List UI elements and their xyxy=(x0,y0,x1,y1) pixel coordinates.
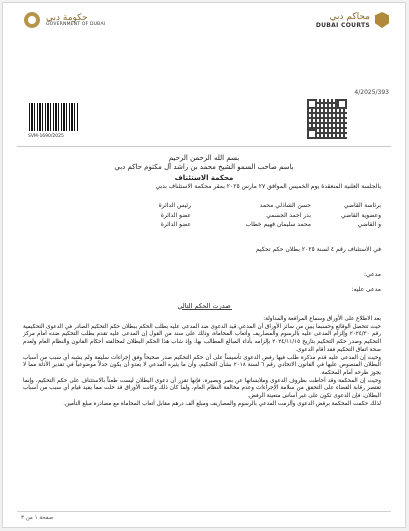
body-paragraph: وحيث إن المدعى عليه قدم مذكرة طلب فيها رفض الدعوى تأسيساً على أن حكم التحكيم صدر صحيحاً وفق إجراءات سليمة ولم يشبه أي سبب من أسباب البطلان المنصوص عليها في القانون الاتحادي رقم ٦ لسنة ٢٠١٨ بشأن التحكيم، وأن ما يثيره المدعي لا يعدو أن يكون جدلاً موضوعياً في تقدير الأدلة مما لا يجوز طرحه أمام المحكمة. xyxy=(23,354,381,377)
panel-row-president xyxy=(51,201,381,211)
dubai-courts-logo xyxy=(316,11,391,31)
body-paragraph: وحيث إن المحكمة وقد أحاطت بظروف الدعوى وملابساتها عن بصر وبصيرة، فإنها تقرر أن دعوى البطلان ليست طعناً بالاستئناف على حكم التحكيم، وإنما تقتصر رقابة القضاء على التحقق من سلامة الإجراءات وعدم مخالفة النظام العام، ولما كان ذلك وكانت الأوراق قد خلت مما يفيد قيام أي سبب من أسباب البطلان، فإن الدعوى تكون على غير أساس متعينة الرفض. xyxy=(23,377,381,400)
courts-logo-english: DUBAI COURTS xyxy=(315,21,370,29)
judgment-body xyxy=(23,316,381,409)
court-name: محكمة الاستئناف xyxy=(174,174,234,182)
reference-number: 4/2025/393 xyxy=(354,89,389,96)
document-page xyxy=(2,2,406,528)
panel-judge-name: محمد سليمان فهيم خطاب xyxy=(245,221,311,229)
panel-title: رئيس الدائرة xyxy=(158,202,191,210)
government-of-dubai-logo xyxy=(21,11,105,31)
judicial-panel xyxy=(51,201,381,230)
ruler-invocation: باسم صاحب السمو الشيخ محمد بن راشد آل مكتوم حاكم دبي xyxy=(114,163,294,171)
case-number: في الاستئناف رقم ٤ لسنة ٢٠٢٥ بطلان حكم تحكيم xyxy=(255,246,381,253)
qr-code-icon xyxy=(307,99,347,139)
panel-role: برئاسة القاضي xyxy=(343,202,381,210)
gov-logo-english: GOVERNMENT OF DUBAI xyxy=(46,22,106,28)
panel-judge-name: بدر احمد الجسمي xyxy=(266,211,311,219)
panel-title: عضو الدائرة xyxy=(160,211,191,219)
courts-emblem-icon xyxy=(373,11,391,31)
page-number: صفحة ١ من ٣ xyxy=(21,515,54,521)
dubai-emblem-icon xyxy=(21,11,43,31)
gov-logo-arabic: حكومة دبي xyxy=(46,12,88,23)
body-paragraph: حيث تتحصل الوقائع وحسبما يبين من سائر الأوراق أن المدعي قيد الدعوى ضد المدعى عليه بطلب الحكم ببطلان حكم التحكيم الصادر في الدعوى التحكيمية رقم ٢٠٢٤/٣٠ وإلزام المدعى عليه بالرسوم والمصاريف وأتعاب المحاماة، وذلك على سند من القول إن المدعى عليه تقدم بطلب التحكيم ضده أمام مركز التحكيم وصدر حكم التحكيم بتاريخ ٢٠٢٤/١١/١٥ بإلزامه بأداء المبالغ المطالب بها، وإذ شاب هذا الحكم البطلان لمخالفته أحكام القانون والنظام العام ولعدم صحة اتفاق التحكيم فقد أقام الدعوى. xyxy=(23,323,382,353)
body-paragraph: لذلك حكمت المحكمة برفض الدعوى وألزمت المدعي بالرسوم والمصاريف ومبلغ ألف درهم مقابل أتعاب المحاماة مع مصادرة مبلغ التأمين. xyxy=(63,400,381,407)
panel-judge-name: حسن الشاذلي محمد xyxy=(259,202,311,210)
basmala: بسم الله الرحمن الرحيم xyxy=(168,154,240,162)
body-paragraph: بعد الاطلاع على الأوراق وسماع المرافعة والمداولة: xyxy=(263,316,381,322)
panel-row-member-1 xyxy=(51,211,381,221)
judgment-title: صدرت الحكم التالي xyxy=(177,302,231,310)
judgment-title-underline xyxy=(182,309,232,310)
panel-role: وعضوية القاضي xyxy=(340,211,381,219)
claimant-label: مدعي: xyxy=(364,271,381,278)
header-divider xyxy=(17,146,391,147)
footer-divider xyxy=(17,511,391,512)
panel-row-member-2 xyxy=(51,220,381,230)
barcode-label: SVM-1690/2025 xyxy=(28,134,64,139)
courts-logo-arabic: محاكم دبي xyxy=(329,11,370,22)
panel-role: و القاضي xyxy=(357,221,381,229)
session-info: بالجلسة العلنية المنعقدة يوم الخميس الموافق ٢٧ مارس ٢٠٢٥ بمقر محكمة الاستئناف بدبي xyxy=(155,183,381,190)
panel-title: عضو الدائرة xyxy=(160,221,191,229)
barcode-icon xyxy=(29,103,79,131)
respondent-label: مدعى عليه: xyxy=(351,286,381,293)
